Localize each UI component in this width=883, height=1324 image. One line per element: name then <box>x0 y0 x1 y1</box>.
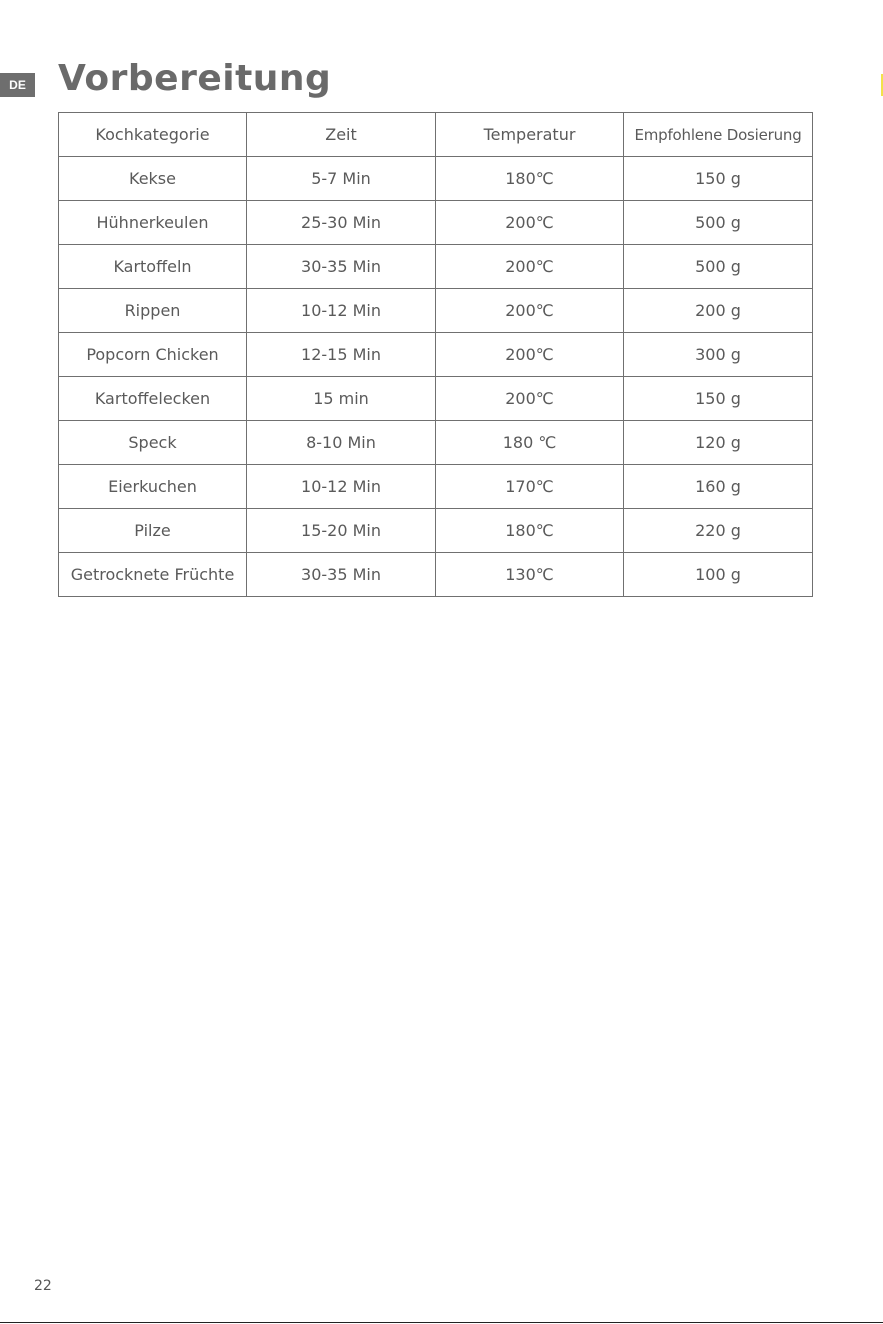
table-row <box>59 553 813 597</box>
cell-time: 25-30 Min <box>247 201 436 245</box>
cell-category: Getrocknete Früchte <box>59 553 247 597</box>
table-row <box>59 333 813 377</box>
cell-dosage: 120 g <box>624 421 813 465</box>
cell-time: 30-35 Min <box>247 245 436 289</box>
table-row <box>59 289 813 333</box>
cell-temperature: 170℃ <box>436 465 624 509</box>
page-title: Vorbereitung <box>58 58 332 99</box>
cell-time: 15 min <box>247 377 436 421</box>
cell-temperature: 200℃ <box>436 245 624 289</box>
table-row <box>59 157 813 201</box>
cell-dosage: 100 g <box>624 553 813 597</box>
cell-temperature: 200℃ <box>436 333 624 377</box>
cell-category: Eierkuchen <box>59 465 247 509</box>
cell-dosage: 220 g <box>624 509 813 553</box>
cell-category: Kartoffeln <box>59 245 247 289</box>
table-header-row <box>59 113 813 157</box>
cell-time: 15-20 Min <box>247 509 436 553</box>
header-time: Zeit <box>247 113 436 157</box>
cell-temperature: 200℃ <box>436 289 624 333</box>
cell-dosage: 500 g <box>624 201 813 245</box>
table-row <box>59 377 813 421</box>
header-recommended-dosage: Empfohlene Dosierung <box>624 113 813 157</box>
table-row <box>59 509 813 553</box>
cell-temperature: 200℃ <box>436 201 624 245</box>
cell-category: Hühnerkeulen <box>59 201 247 245</box>
cell-category: Rippen <box>59 289 247 333</box>
cell-dosage: 150 g <box>624 377 813 421</box>
cell-dosage: 200 g <box>624 289 813 333</box>
table-row <box>59 421 813 465</box>
table-row <box>59 465 813 509</box>
cell-time: 5-7 Min <box>247 157 436 201</box>
cell-time: 10-12 Min <box>247 289 436 333</box>
cell-temperature: 130℃ <box>436 553 624 597</box>
table-body <box>59 157 813 597</box>
cell-dosage: 500 g <box>624 245 813 289</box>
page-number: 22 <box>34 1278 52 1294</box>
cell-time: 10-12 Min <box>247 465 436 509</box>
bottom-rule <box>0 1322 883 1323</box>
header-cooking-category: Kochkategorie <box>59 113 247 157</box>
cell-temperature: 180℃ <box>436 157 624 201</box>
cell-temperature: 180℃ <box>436 509 624 553</box>
cell-category: Kartoffelecken <box>59 377 247 421</box>
table-row <box>59 201 813 245</box>
table-row <box>59 245 813 289</box>
cell-dosage: 150 g <box>624 157 813 201</box>
language-tab: DE <box>0 73 35 97</box>
cell-dosage: 300 g <box>624 333 813 377</box>
cell-temperature: 200℃ <box>436 377 624 421</box>
cell-category: Speck <box>59 421 247 465</box>
cell-category: Pilze <box>59 509 247 553</box>
cell-time: 12-15 Min <box>247 333 436 377</box>
cell-category: Kekse <box>59 157 247 201</box>
header-temperature: Temperatur <box>436 113 624 157</box>
cell-time: 8-10 Min <box>247 421 436 465</box>
cell-time: 30-35 Min <box>247 553 436 597</box>
cooking-table <box>58 112 813 597</box>
cell-temperature: 180 ℃ <box>436 421 624 465</box>
cell-dosage: 160 g <box>624 465 813 509</box>
cell-category: Popcorn Chicken <box>59 333 247 377</box>
